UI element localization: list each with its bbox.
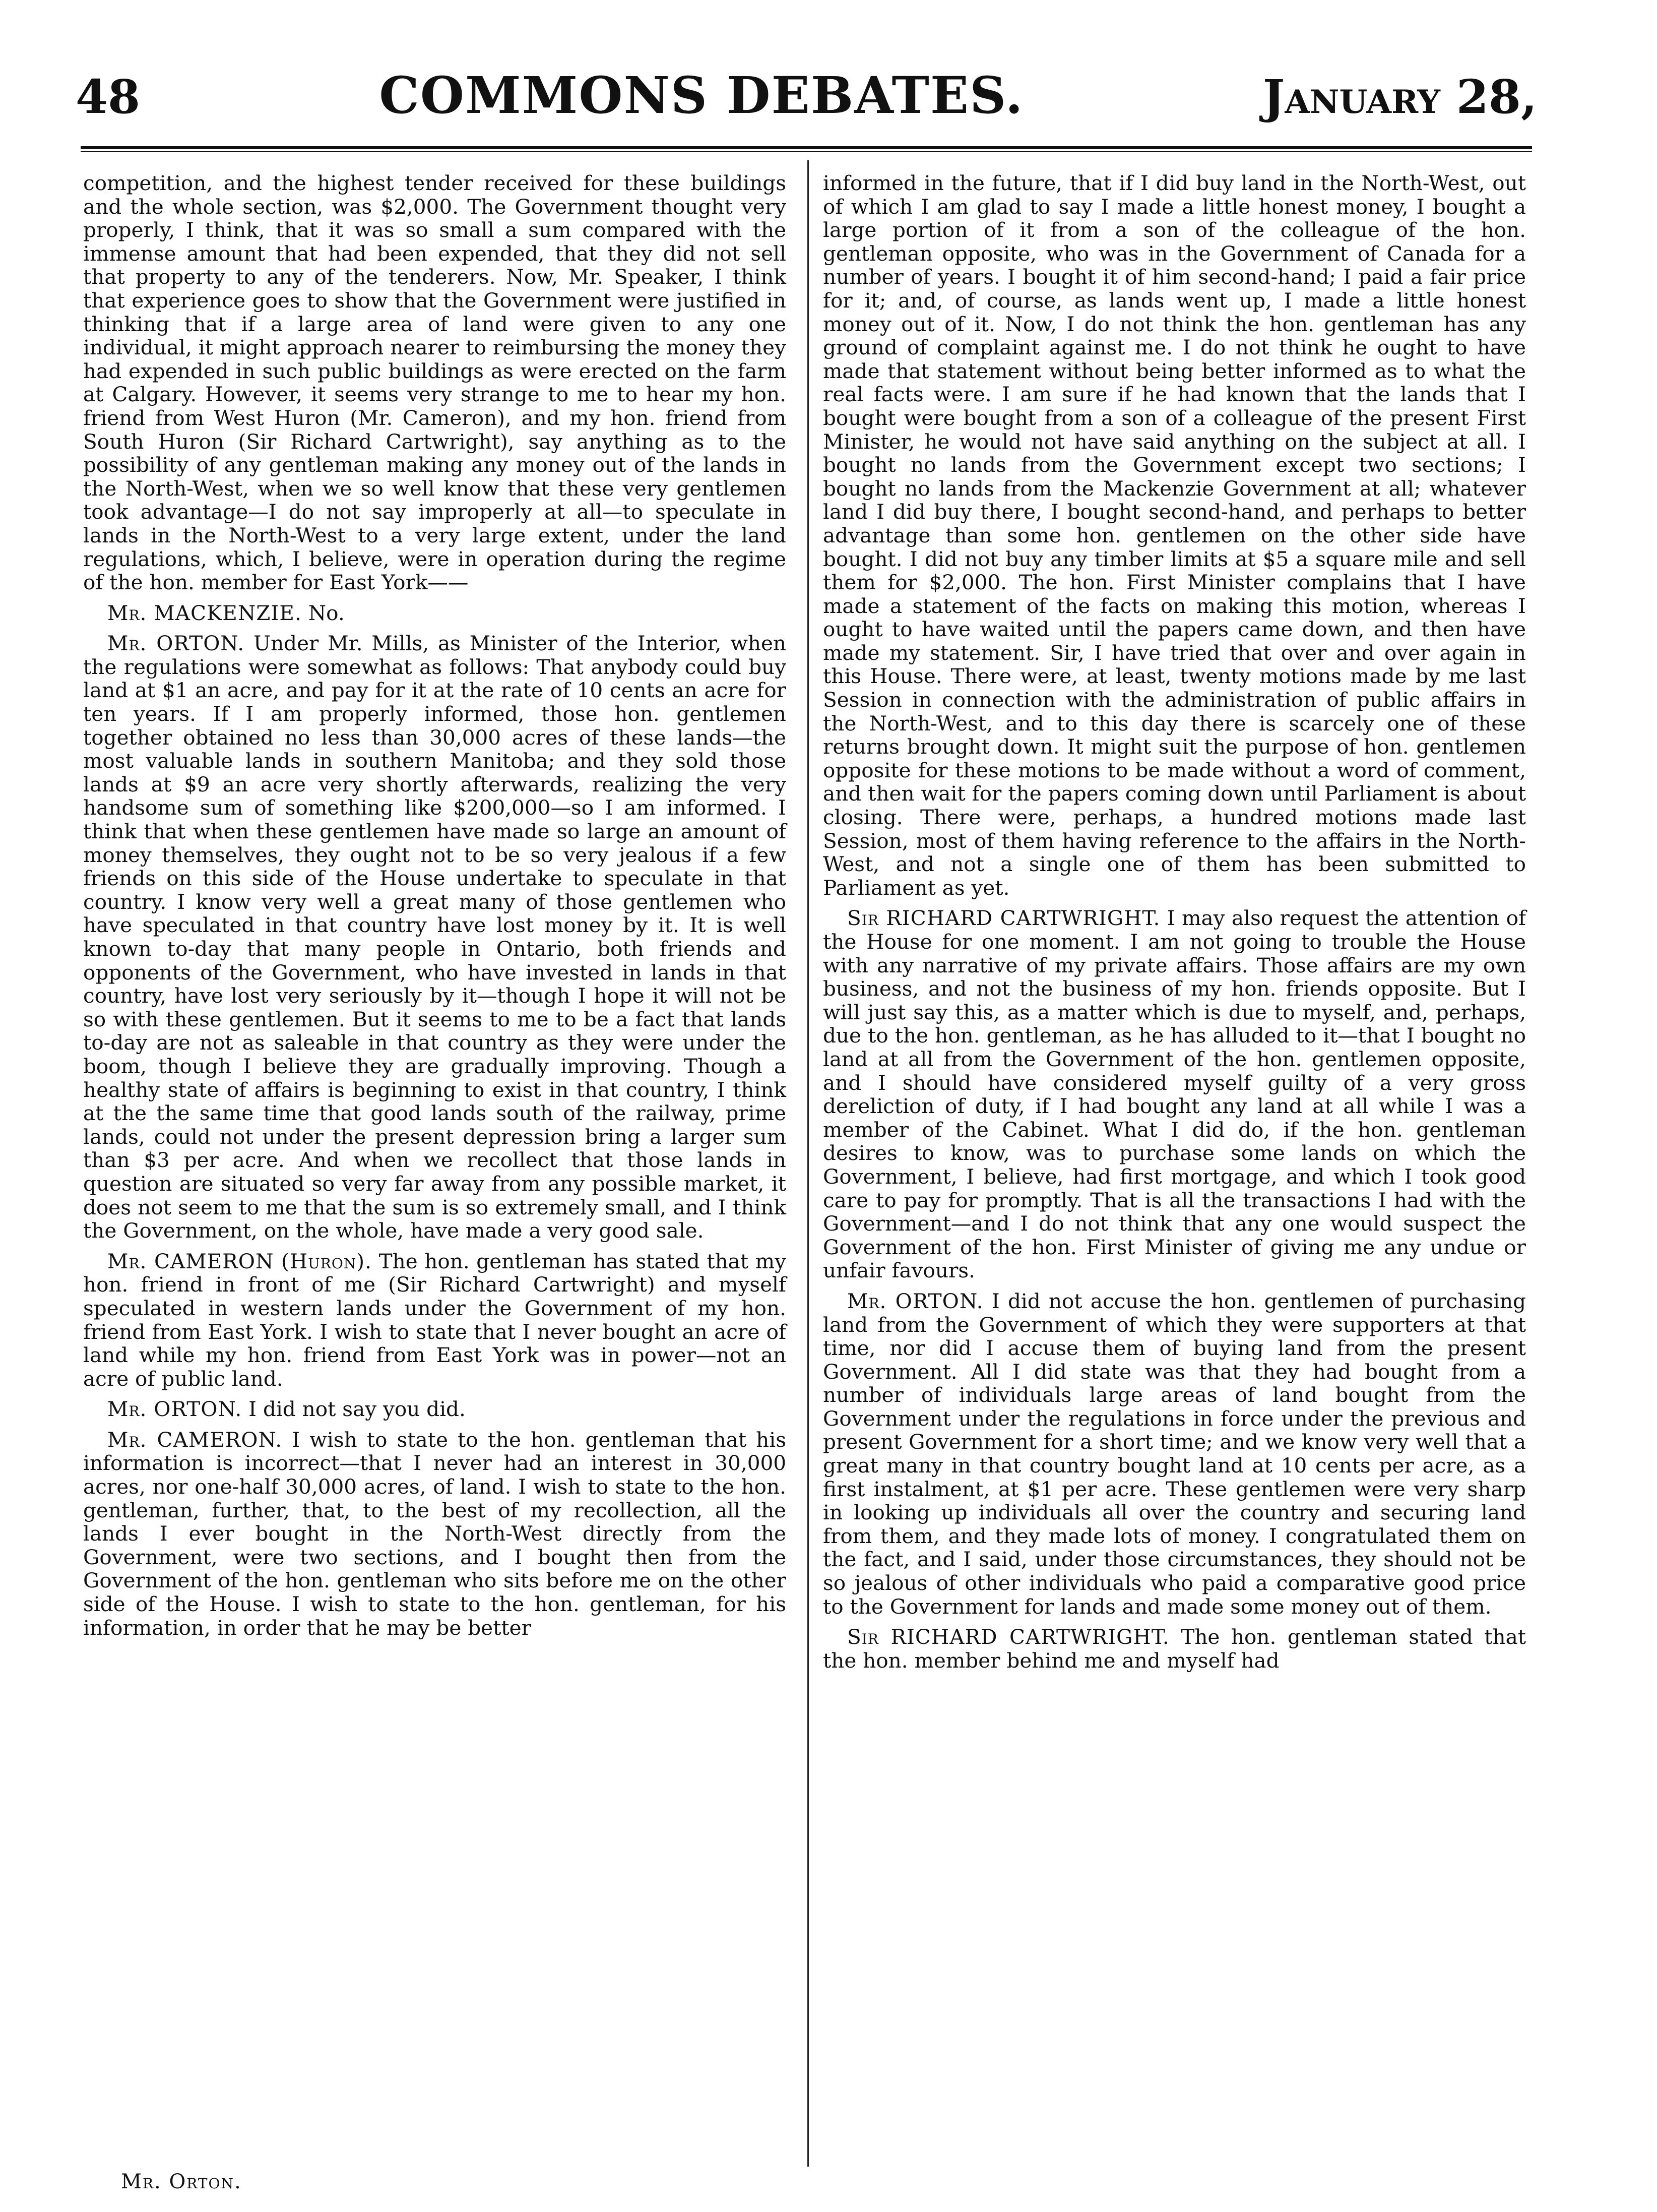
header-date: January 28, [1262, 70, 1537, 124]
paragraph-text: I did not accuse the hon. gentlemen of purchasing land from the Government of which they were supporters at that time, nor did I accuse them of buying land from the present Government. All I did state was that they had bought from a number of individuals large areas of land bought from the Government under the regulations in force under the previous and present Government for a short time; and we know very well that a great many in that country bought land at 10 cents per acre, as a first instalment, at $1 per acre. These gentlemen were very sharp in looking up individuals all over the country and securing land from them, and they made lots of money. I congratulated them on the fact, and I said, under those circumstances, they should not be so jealous of other individuals who paid a comparative good price to the Government for lands and made some money out of them. [823, 1288, 1526, 1619]
paragraph [823, 171, 1526, 899]
header-rule [81, 146, 1532, 152]
paragraph [83, 1250, 786, 1391]
publication-title: COMMONS DEBATES. [379, 66, 1024, 125]
catchword: Mr. Orton. [121, 2170, 242, 2193]
paragraph-text: informed in the future, that if I did buy land in the North-West, out of which I am glad to say I made a little honest money, I bought a large portion of it from a son of the colleague of the hon. gentleman opposite, who was in the Government of Canada for a number of years. I bought it of him second-hand; I paid a fair price for it; and, of course, as lands went up, I made a little honest money out of it. Now, I do not think the hon. gentleman has any ground of complaint against me. I do not think he ought to have made that statement without being better informed as to what the real facts were. I am sure if he had known that the lands that I bought were bought from a son of a colleague of the present First Minister, he would not have said anything on the subject at all. I bought no lands from the Government except two sections; I bought no lands from the Mackenzie Government at all; whatever land I did buy there, I bought second-hand, and perhaps to better advantage than some hon. gentlemen on the other side have bought. I did not buy any timber limits at $5 a square mile and sell them for $2,000. The hon. First Minister complains that I have made a statement of the facts on making this motion, whereas I ought to have waited until the papers came down, and then have made my statement. Sir, I have tried that over and over again in this House. There were, at least, twenty motions made by me last Session in connection with the administration of public affairs in the North-West, and to this day there is scarcely one of these returns brought down. It might suit the purpose of hon. gentlemen opposite for these motions to be made without a word of comment, and then wait for the papers coming down until Parliament is about closing. There were, perhaps, a hundred motions made last Session, most of them having reference to the affairs in the North-West, and not a single one of them has been submitted to Parliament as yet. [823, 171, 1526, 900]
right-column [823, 171, 1526, 1679]
speaker-name: Mr. ORTON. [847, 1288, 984, 1313]
paragraph [83, 171, 786, 594]
paragraph-text: I may also request the attention of the House for one moment. I am not going to trouble the House with any narrative of my private affairs. Those affairs are my own business, and not the business of my hon. friends opposite. But I will just say this, as a matter which is due to myself, and, perhaps, due to the hon. gentleman, as he has alluded to it—that I bought no land at all from the Government of the hon. gentlemen opposite, and I should have considered myself guilty of a very gross dereliction of duty, if I had bought any land at all while I was a member of the Cabinet. What I did do, if the hon. gentleman desires to know, was to purchase some lands on which the Government, I believe, had first mortgage, and which I took good care to pay for promptly. That is all the transactions I had with the Government—and I do not think that any one would suspect the Government of the hon. First Minister of giving me any undue or unfair favours. [823, 906, 1526, 1283]
speaker-name: Sir RICHARD CARTWRIGHT. [847, 906, 1161, 931]
paragraph [823, 1625, 1526, 1672]
speaker-name: Mr. MACKENZIE. [107, 600, 302, 625]
paragraph-text: No. [308, 600, 345, 625]
column-divider [807, 160, 809, 2167]
paragraph [823, 906, 1526, 1282]
paragraph-text: I did not say you did. [248, 1397, 466, 1422]
paragraph [823, 1289, 1526, 1618]
paragraph [83, 1397, 786, 1421]
speaker-name: Mr. CAMERON. [107, 1427, 283, 1452]
paragraph-text: The hon. gentleman has stated that my hon. friend in front of me (Sir Richard Cartwright) and myself speculated in western lands under the Government of my hon. friend from East York. I wish to state that I never bought an acre of land while my hon. friend from East York was in power—not an acre of public land. [83, 1249, 786, 1391]
paragraph-text: I wish to state to the hon. gentleman that his information is incorrect—that I never had an interest in 30,000 acres, nor one-half 30,000 acres, of land. I wish to state to the hon. gentleman, further, that, to the best of my recollection, all the lands I ever bought in the North-West directly from the Government, were two sections, and I bought then from the Government of the hon. gentleman who sits before me on the other side of the House. I wish to state to the hon. gentleman, for his information, in order that he may be better [83, 1427, 786, 1640]
paragraph-text: competition, and the highest tender received for these buildings and the whole section, was $2,000. The Government thought very properly, I think, that it was so small a sum compared with the immense amount that had been expended, that they did not sell that property to any of the tenderers. Now, Mr. Speaker, I think that experience goes to show that the Government were justified in thinking that if a large area of land were given to any one individual, it might approach nearer to reimbursing the money they had expended in such public buildings as were erected on the farm at Calgary. However, it seems very strange to me to hear my hon. friend from West Huron (Mr. Cameron), and my hon. friend from South Huron (Sir Richard Cartwright), say anything as to the possibility of any gentleman making any money out of the lands in the North-West, when we so well know that these very gentlemen took advantage—I do not say improperly at all—to speculate in lands in the North-West to a very large extent, under the land regulations, which, I believe, were in operation during the regime of the hon. member for East York—— [83, 171, 786, 595]
speaker-name: Mr. ORTON. [107, 1397, 242, 1422]
page-header [76, 66, 1537, 126]
paragraph-text: Under Mr. Mills, as Minister of the Interior, when the regulations were somewhat as follows: That anybody could buy land at $1 an acre, and pay for it at the rate of 10 cents an acre for ten years. If I am properly informed, those hon. gentlemen together obtained no less than 30,000 acres of these lands—the most valuable lands in southern Manitoba; and they sold those lands at $9 an acre very shortly afterwards, realizing the very handsome sum of something like $200,000—so I am informed. I think that when these gentlemen have made so large an amount of money themselves, they ought not to be so very jealous if a few friends on this side of the House undertake to speculate in that country. I know very well a great many of those gentlemen who have speculated in that country have lost money by it. It is well known to-day that many people in Ontario, both friends and opponents of the Government, who have invested in lands in that country, have lost very seriously by it—though I hope it will not be so with these gentlemen. But it seems to me to be a fact that lands to-day are not as saleable in that country as they were under the boom, though I believe they are gradually improving. Though a healthy state of affairs is beginning to exist in that country, I think at the the same time that good lands south of the railway, prime lands, could not under the present depression bring a larger sum than $3 per acre. And when we recollect that those lands in question are situated so very far away from any possible market, it does not seem to me that the sum is so extremely small, and I think the Government, on the whole, have made a very good sale. [83, 631, 787, 1243]
page-number: 48 [76, 70, 141, 124]
paragraph [83, 632, 786, 1242]
speaker-name: Mr. ORTON. [107, 631, 245, 656]
speaker-name: Sir RICHARD CARTWRIGHT. [847, 1625, 1170, 1649]
paragraph [83, 1428, 786, 1639]
speaker-name: Mr. CAMERON (Huron). [107, 1249, 372, 1273]
left-column [83, 171, 786, 1646]
paragraph [83, 601, 786, 625]
paragraph-text: The hon. gentleman stated that the hon. member behind me and myself had [823, 1625, 1526, 1673]
